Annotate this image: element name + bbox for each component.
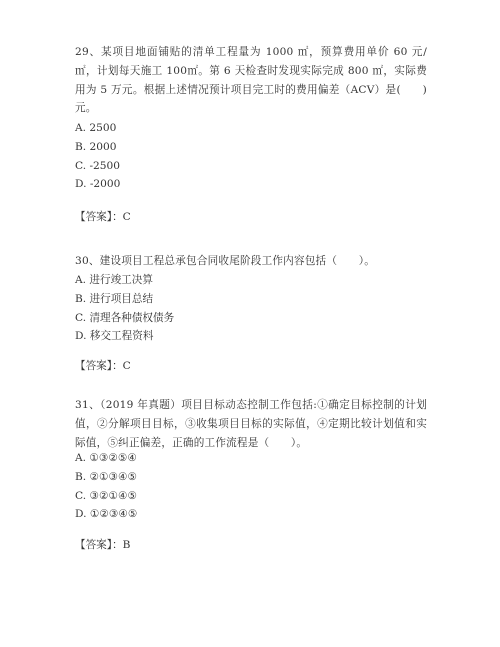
question-29-option-d: D. -2000 bbox=[75, 178, 121, 191]
question-29-answer: 【答案】：C bbox=[75, 211, 131, 223]
question-30-option-c: C. 清理各种债权债务 bbox=[75, 311, 175, 324]
question-29-text: 29、某项目地面铺贴的清单工程量为 1000 ㎡，预算费用单价 60 元/㎡，计划每天施工 100㎡。第 6 天检查时发现实际完成 800 ㎡，实际费用为 5 万元。根据上述情况预计项目完工时的费用偏差（ACV）是( )元。 bbox=[75, 46, 427, 115]
question-31-option-b: B. ②①③④⑤ bbox=[75, 470, 138, 483]
question-31-option-c: C. ③②①④⑤ bbox=[75, 489, 137, 502]
question-29-option-c: C. -2500 bbox=[75, 159, 121, 172]
question-29-options bbox=[75, 119, 120, 194]
question-31-text: 31、（2019 年真题）项目目标动态控制工作包括:①确定目标控制的计划值，②分解项目目标，③收集项目目标的实际值，④定期比较计划值和实际值，⑤纠正偏差，正确的工作流程是（ ）。 bbox=[75, 399, 427, 449]
question-30-answer: 【答案】：C bbox=[75, 360, 131, 372]
question-29-option-a: A. 2500 bbox=[75, 122, 117, 134]
question-30-option-a: A. 进行竣工决算 bbox=[75, 274, 153, 286]
question-30-option-b: B. 进行项目总结 bbox=[75, 292, 154, 305]
question-30-text: 30、建设项目工程总承包合同收尾阶段工作内容包括（ ）。 bbox=[75, 255, 376, 267]
question-30-options bbox=[75, 271, 174, 346]
question-31-option-a: A. ①③②⑤④ bbox=[75, 452, 137, 464]
question-31-answer: 【答案】：B bbox=[75, 539, 131, 551]
question-30-option-d: D. 移交工程资料 bbox=[75, 330, 154, 343]
question-31-option-d: D. ①②③④⑤ bbox=[75, 508, 138, 521]
question-29-option-b: B. 2000 bbox=[75, 140, 117, 153]
question-31-options bbox=[75, 449, 137, 524]
